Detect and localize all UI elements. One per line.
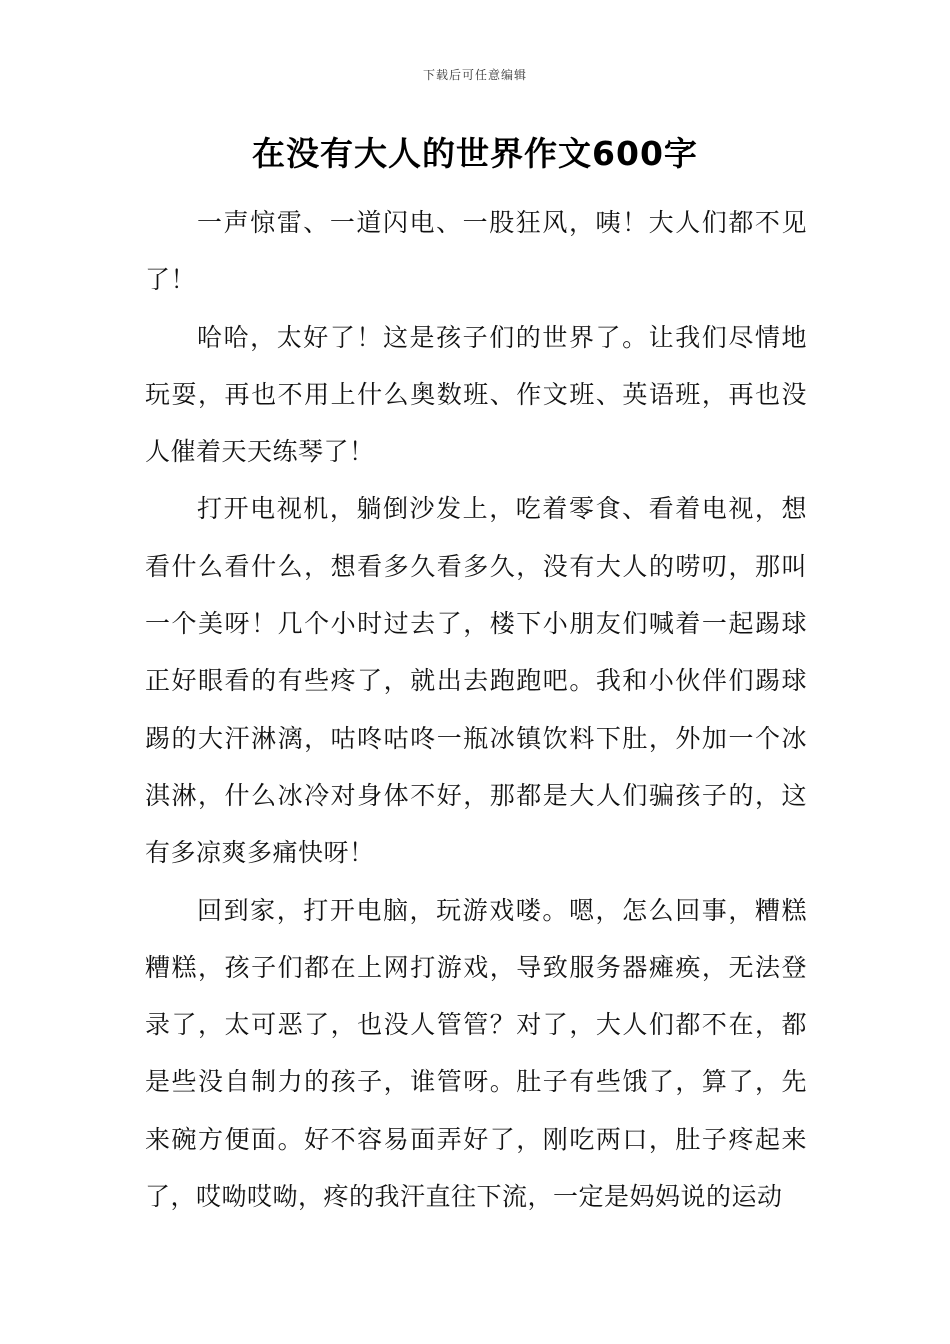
paragraph-4: 回到家，打开电脑，玩游戏喽。嗯，怎么回事，糟糕糟糕，孩子们都在上网打游戏，导致服务器瘫痪，无法登录了，太可恶了，也没人管管？对了，大人们都不在，都是些没自制力的孩子，谁管呀。肚子有些饿了，算了，先来碗方便面。好不容易面弄好了，刚吃两口，肚子疼起来了，哎呦哎呦，疼的我汗直往下流，一定是妈妈说的运动 <box>145 895 807 1212</box>
paragraph-1: 一声惊雷、一道闪电、一股狂风，咦！大人们都不见了！ <box>145 208 807 295</box>
header-note: 下载后可任意编辑 <box>422 68 527 82</box>
paragraph-3: 打开电视机，躺倒沙发上，吃着零食、看着电视，想看什么看什么，想看多久看多久，没有大人的唠叨，那叫一个美呀！几个小时过去了，楼下小朋友们喊着一起踢球正好眼看的有些疼了，就出去跑跑吧。我和小伙伴们踢球踢的大汗淋漓，咕咚咕咚一瓶冰镇饮料下肚，外加一个冰淇淋，什么冰冷对身体不好，那都是大人们骗孩子的，这有多凉爽多痛快呀！ <box>145 494 807 868</box>
document-body <box>145 194 807 1225</box>
document-title: 在没有大人的世界作文600字 <box>252 134 698 173</box>
paragraph-2: 哈哈，太好了！这是孩子们的世界了。让我们尽情地玩耍，再也不用上什么奥数班、作文班、英语班，再也没人催着天天练琴了！ <box>145 322 807 467</box>
